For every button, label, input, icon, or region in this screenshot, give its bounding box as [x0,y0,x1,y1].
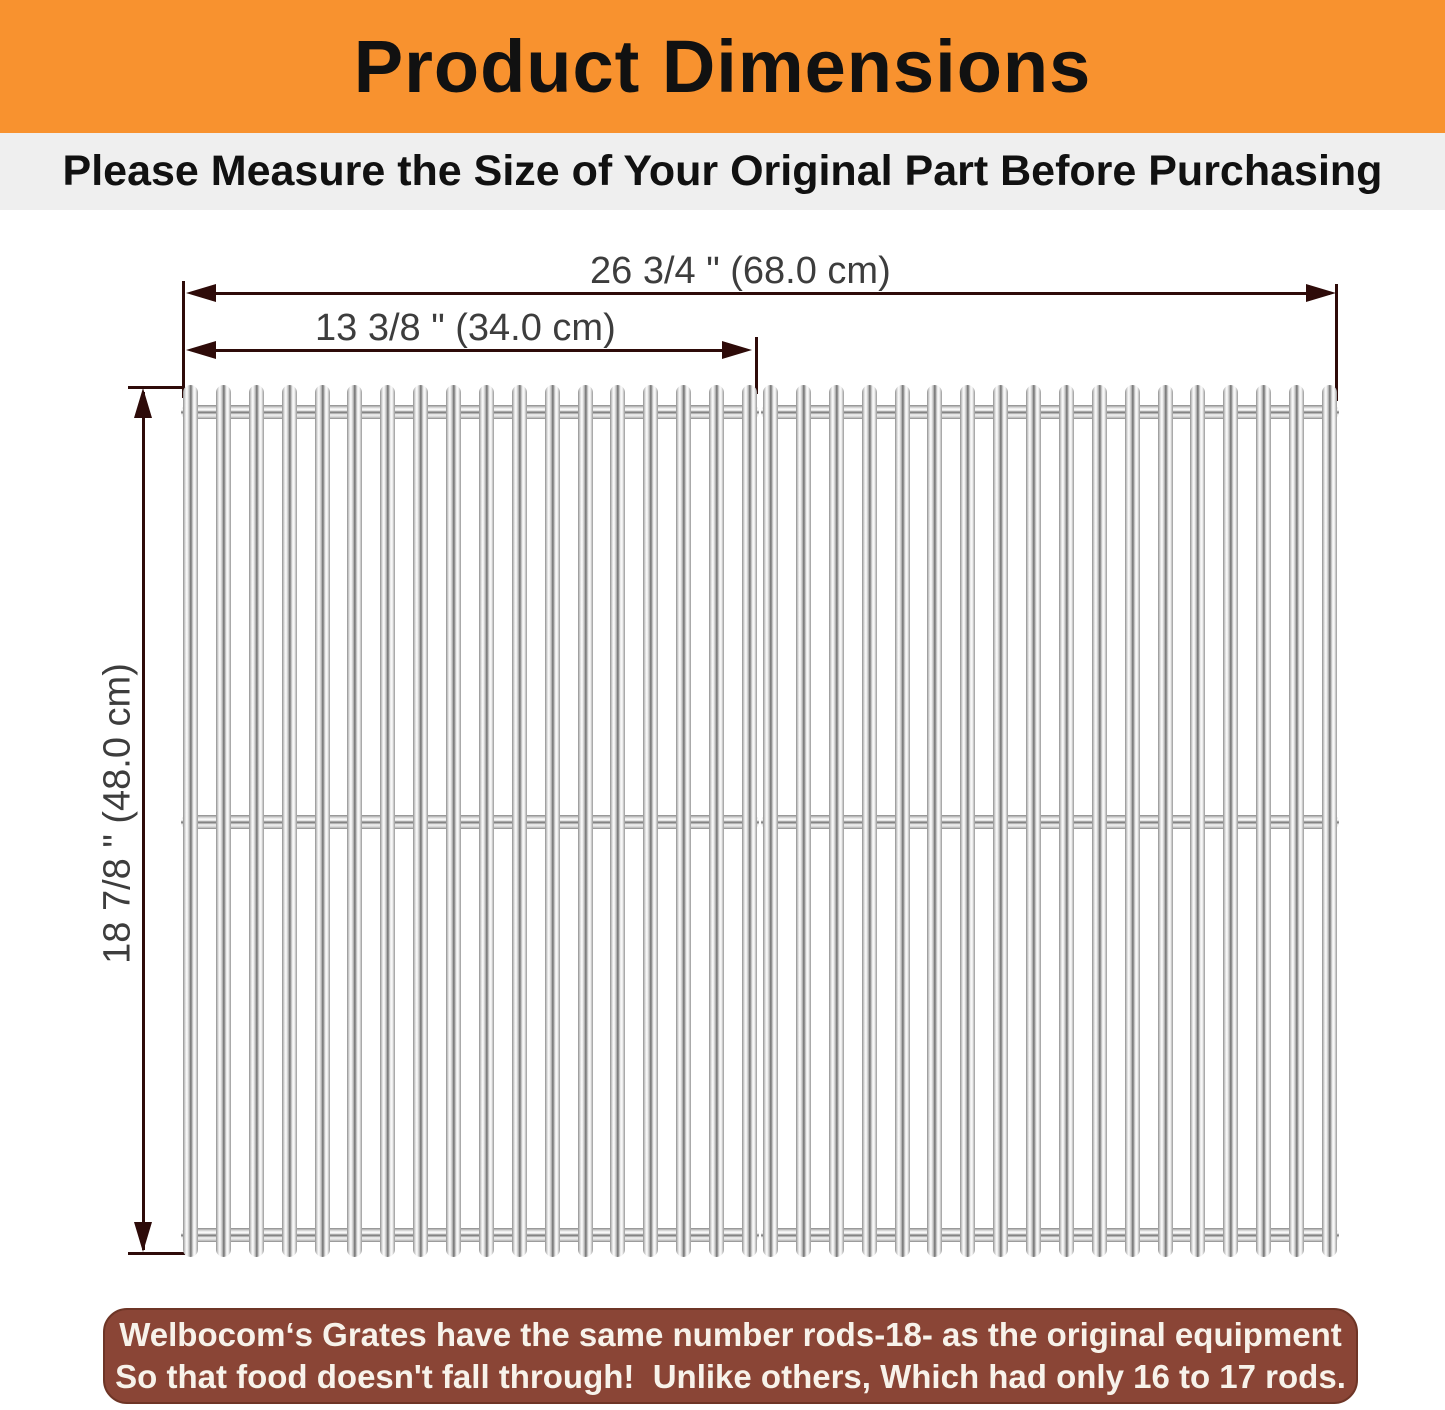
total-width-dimension-line [196,292,1330,295]
grate-panel-right [763,385,1337,1257]
half-width-dimension-label: 13 3/8 " (34.0 cm) [315,307,616,349]
grate-rod [1223,385,1238,1257]
grate-rod [1322,385,1337,1257]
subtitle-strip [0,133,1445,210]
grate-rod [742,385,757,1257]
grate-rod [927,385,942,1257]
grate-rod [249,385,264,1257]
height-tick-top [128,386,185,389]
grate-crossbar [761,815,1339,829]
grate-rod [1092,385,1107,1257]
footer-note-box [103,1308,1358,1404]
extension-line-left [182,281,185,398]
grate-rod [610,385,625,1257]
height-tick-bottom [128,1252,185,1255]
grate-rod [479,385,494,1257]
page-title: Product Dimensions [353,25,1092,108]
grate-crossbar [761,1228,1339,1242]
header-band [0,0,1445,133]
grate-rod [315,385,330,1257]
grate-crossbar [761,405,1339,419]
grate-crossbar [181,815,759,829]
extension-line-right [1335,284,1338,401]
grate-rod [1190,385,1205,1257]
grate-rod [960,385,975,1257]
grate-rod [1158,385,1173,1257]
arrowhead-down-icon [134,1222,152,1252]
grate-rod [1256,385,1271,1257]
grate-rod [796,385,811,1257]
grate-rod [183,385,198,1257]
grate-rod [578,385,593,1257]
grate-rod [1059,385,1074,1257]
grate-rod [282,385,297,1257]
arrowhead-right-icon [1306,284,1336,302]
page-subtitle: Please Measure the Size of Your Original Part Before Purchasing [62,147,1383,195]
arrowhead-left-icon [186,284,216,302]
grate-rod [763,385,778,1257]
grate-crossbar [181,405,759,419]
grate-panel-left [183,385,757,1257]
arrowhead-right-icon [722,341,752,359]
grate-rod [1289,385,1304,1257]
grate-rod [862,385,877,1257]
footer-note-line1: Welbocom‘s Grates have the same number rods-18- as the original equipment [119,1316,1342,1353]
grate-rod [512,385,527,1257]
grate-rod [895,385,910,1257]
arrowhead-up-icon [134,388,152,418]
grate-rod [446,385,461,1257]
grate-rod [676,385,691,1257]
grate-rod [829,385,844,1257]
height-dimension-label: 18 7/8 " (48.0 cm) [96,663,139,964]
grate-crossbar [181,1228,759,1242]
grate-rod [1026,385,1041,1257]
total-width-dimension-label: 26 3/4 " (68.0 cm) [590,250,891,292]
grate-rod [993,385,1008,1257]
grate-rod [347,385,362,1257]
grate-rod [545,385,560,1257]
grate-rod [709,385,724,1257]
grate-rod [216,385,231,1257]
grate-rod [1125,385,1140,1257]
grate-rod [413,385,428,1257]
footer-note-line2: So that food doesn't fall through! Unlike others, Which had only 16 to 17 rods. [115,1358,1346,1395]
half-width-dimension-line [196,349,745,352]
arrowhead-left-icon [186,341,216,359]
grate-rod [643,385,658,1257]
height-dimension-line [142,392,145,1250]
grate-rod [380,385,395,1257]
